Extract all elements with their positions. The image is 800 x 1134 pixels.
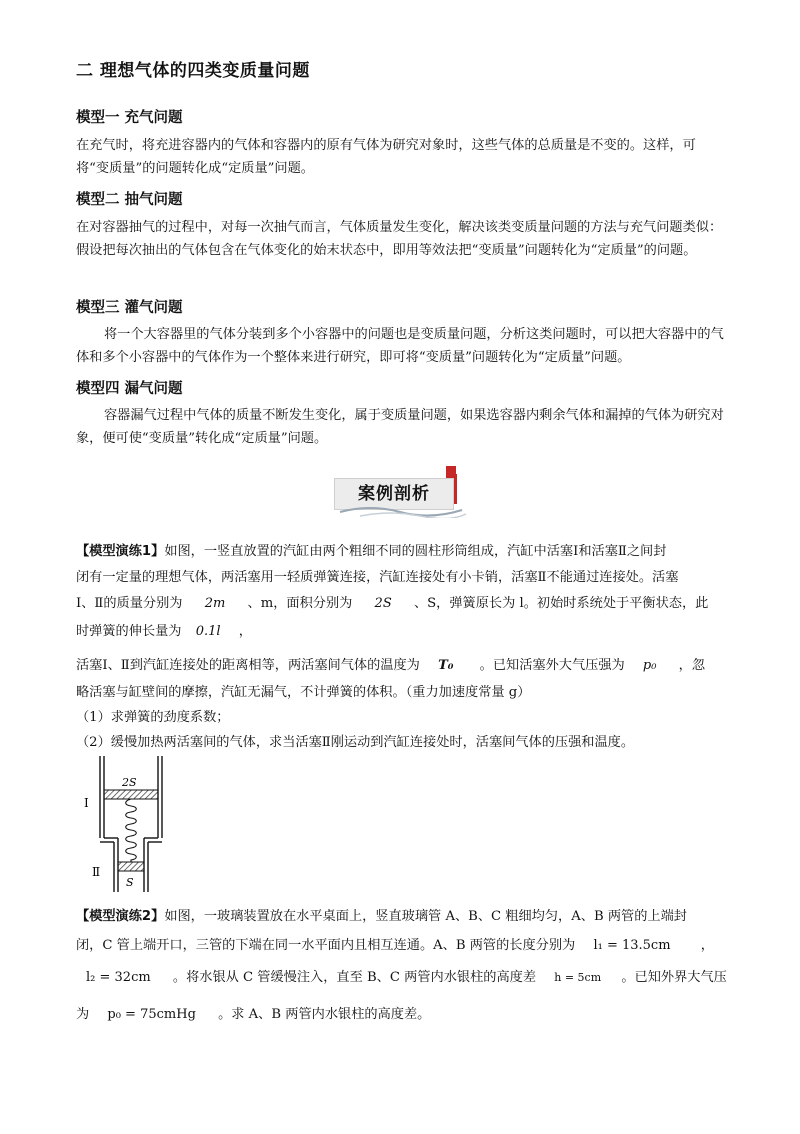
ex1-text-5c: ，忽 [678,658,706,673]
ex1-line-2: 闭有一定量的理想气体，两活塞用一轻质弹簧连接，汽缸连接处有小卡销，活塞Ⅱ不能通过连接处。活塞 [76,570,679,585]
ex2-height-h: h = 5cm [554,971,602,984]
label-2s: 2S [122,776,137,789]
ex2-text-2a: 闭，C 管上端开口，三管的下端在同一水平面内且相互连通。A、B 两管的长度分别为 [76,938,576,953]
ex1-text-3a: Ⅰ、Ⅱ的质量分别为 [76,596,183,611]
model-2-text: 在对容器抽气的过程中，对每一次抽气而言，气体质量发生变化，解决该类变质量问题的方法与充气问题类似：假设把每次抽出的气体包含在气体变化的始末状态中，即用等效法把“变质量”问题转化为“定质量”的问题。 [76,220,723,258]
ex2-pressure-p0: p₀ = 75cmHg [107,1007,196,1022]
model-4-title: 模型四 漏气问题 [76,381,183,397]
model-1-title: 模型一 充气问题 [76,110,183,126]
ex1-line-1 [76,540,666,559]
cylinder-figure [82,754,182,894]
ex1-mass-2m: 2m [204,596,226,611]
model-3-text: 将一个大容器里的气体分装到多个小容器中的问题也是变质量问题，分析这类问题时，可以把大容器中的气体和多个小容器中的气体作为一个整体来进行研究，即可将“变质量”问题转化为“定质量”问题。 [76,327,724,365]
label-s: S [126,876,134,889]
label-piston-1: Ⅰ [84,796,89,810]
ex1-question-1: （1）求弹簧的劲度系数； [76,710,230,725]
ex1-text-5a: 活塞Ⅰ、Ⅱ到汽缸连接处的距离相等，两活塞间气体的温度为 [76,658,420,673]
ex2-line-1 [76,905,687,924]
ex2-line-3 [76,966,727,985]
ex2-label: 【模型演练2】 [76,909,165,924]
ex2-text-4a: 为 [76,1007,90,1022]
label-piston-2: Ⅱ [92,865,101,879]
banner-wave-decoration [330,504,470,518]
ex2-length-l2: l₂ = 32cm [86,970,151,985]
ex1-line-5 [76,654,705,673]
ex1-text-4b: ， [238,624,252,639]
ex1-extension: 0.1l [195,624,221,639]
ex1-text-5b: 。已知活塞外大气压强为 [479,658,625,673]
piston-1 [104,790,158,799]
model-2-title: 模型二 抽气问题 [76,192,183,208]
model-4-text: 容器漏气过程中气体的质量不断发生变化，属于变质量问题，如果选容器内剩余气体和漏掉的气体为研究对象，便可使“变质量”转化成“定质量”问题。 [76,408,724,446]
ex2-text-1: 如图，一玻璃装置放在水平桌面上，竖直玻璃管 A、B、C 粗细均匀，A、B 两管的上端封 [164,909,687,924]
ex2-text-2b: ， [700,938,714,953]
ex2-line-4 [76,1003,430,1022]
case-analysis-banner [330,464,470,516]
ex2-line-2 [76,934,714,953]
ex1-text-3b: 、m，面积分别为 [247,596,353,611]
ex2-text-3a: 。将水银从 C 管缓慢注入，直至 B、C 两管内水银柱的高度差 [172,970,537,985]
model-1-text: 在充气时，将充进容器内的气体和容器内的原有气体为研究对象时，这些气体的总质量是不变的。这样，可将“变质量”的问题转化成“定质量”问题。 [76,138,696,176]
ex1-text-3c: 、S，弹簧原长为 l。初始时系统处于平衡状态，此 [413,596,709,611]
ex2-length-l1: l₁ = 13.5cm [593,938,671,953]
ex1-pressure-p0: p₀ [642,658,657,673]
ex1-line-4 [76,620,252,639]
piston-2 [118,862,144,871]
ex2-text-4b: 。求 A、B 两管内水银柱的高度差。 [218,1007,431,1022]
ex1-area-2s: 2S [374,596,392,611]
ex1-text-1: 如图，一竖直放置的汽缸由两个粗细不同的圆柱形筒组成，汽缸中活塞Ⅰ和活塞Ⅱ之间封 [164,544,667,559]
section-title: 二 理想气体的四类变质量问题 [76,61,310,81]
model-3-title: 模型三 灌气问题 [76,300,183,316]
ex1-line-6: 略活塞与缸壁间的摩擦，汽缸无漏气，不计弹簧的体积。（重力加速度常量 g） [76,685,531,700]
ex1-text-4a: 时弹簧的伸长量为 [76,624,182,639]
ex1-temp-t0: T₀ [438,658,454,673]
ex1-question-2: （2）缓慢加热两活塞间的气体，求当活塞Ⅱ刚运动到汽缸连接处时，活塞间气体的压强和温度。 [76,735,635,750]
banner-red-bar [454,474,457,504]
ex2-text-3b: 。已知外界大气压 [621,970,727,985]
ex1-line-3 [76,592,708,611]
banner-title: 案例剖析 [358,484,430,504]
ex1-label: 【模型演练1】 [76,544,165,559]
spring [126,799,137,862]
